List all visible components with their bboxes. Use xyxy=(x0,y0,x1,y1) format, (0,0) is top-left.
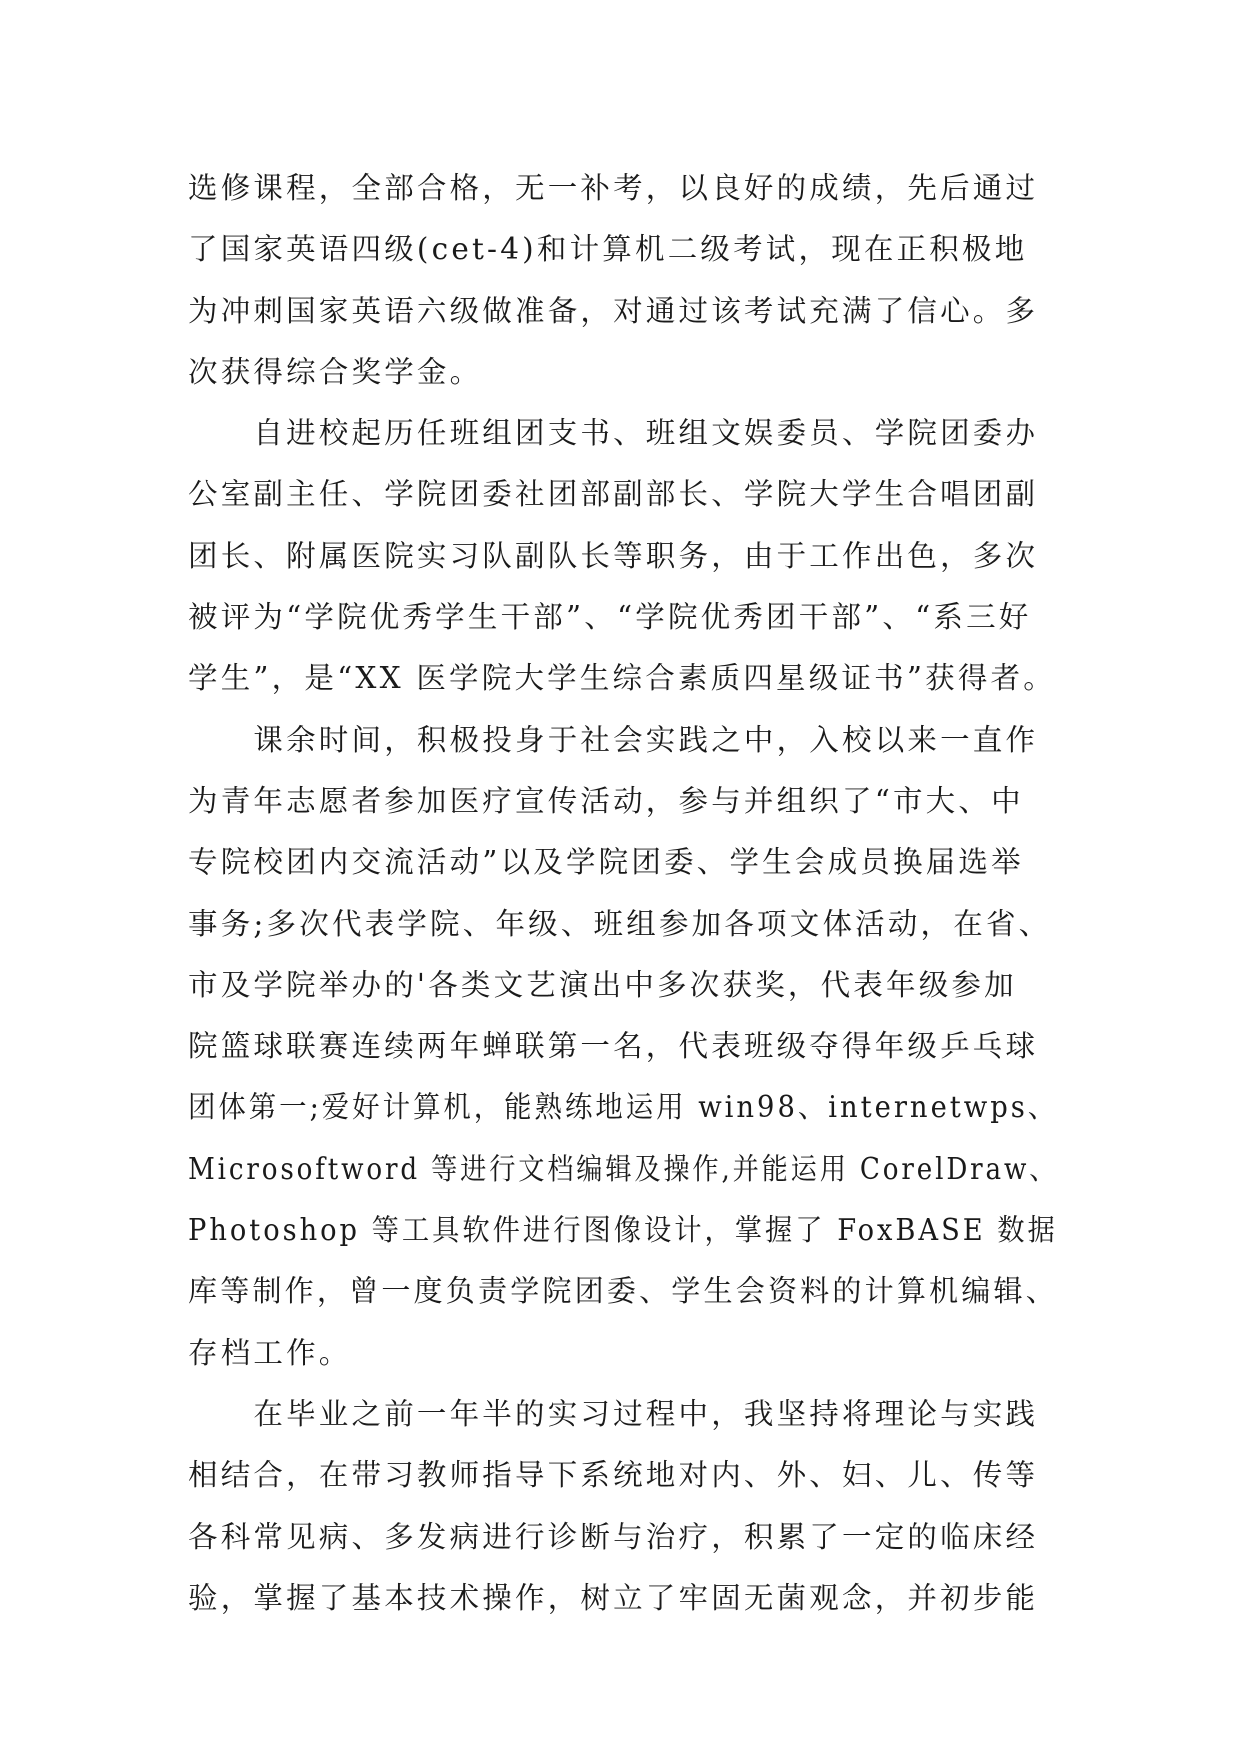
text-line: 被评为“学院优秀学生干部”、“学院优秀团干部”、“系三好 xyxy=(188,600,1032,635)
text-line: 市及学院举办的'各类文艺演出中多次获奖，代表年级参加 xyxy=(188,967,1017,1002)
text-line: 相结合，在带习教师指导下系统地对内、外、妇、儿、传等 xyxy=(188,1458,1039,1493)
text-line: 存档工作。 xyxy=(188,1335,352,1370)
text-line: 了国家英语四级(cet-4)和计算机二级考试，现在正积极地 xyxy=(188,232,1028,267)
text-line: 专院校团内交流活动”以及学院团委、学生会成员换届选举 xyxy=(188,845,1024,880)
text-line: 事务;多次代表学院、年级、班组参加各项文体活动，在省、 xyxy=(188,906,1052,941)
text-line: 团体第一;爱好计算机，能熟练地运用 win98、internetwps、 xyxy=(188,1090,1059,1125)
text-line: 次获得综合奖学金。 xyxy=(188,354,483,389)
text-line: 团长、附属医院实习队副队长等职务，由于工作出色，多次 xyxy=(188,538,1039,573)
paragraph-4 xyxy=(188,1384,1058,1629)
text-line: 库等制作，曾一度负责学院团委、学生会资料的计算机编辑、 xyxy=(188,1274,1058,1309)
text-line: 为青年志愿者参加医疗宣传活动，参与并组织了“市大、中 xyxy=(188,783,1024,818)
text-line: 院篮球联赛连续两年蝉联第一名，代表班级夺得年级乒乓球 xyxy=(188,1029,1039,1064)
document-page xyxy=(188,158,1058,1629)
paragraph-2 xyxy=(188,403,1058,709)
text-line: 自进校起历任班组团支书、班组文娱委员、学院团委办 xyxy=(188,416,1039,451)
text-line: 选修课程，全部合格，无一补考，以良好的成绩，先后通过 xyxy=(188,171,1039,205)
text-line: 课余时间，积极投身于社会实践之中，入校以来一直作 xyxy=(188,722,1039,757)
text-line: Photoshop 等工具软件进行图像设计，掌握了 FoxBASE 数据 xyxy=(188,1213,1058,1248)
paragraph-1 xyxy=(188,158,1058,403)
paragraph-3 xyxy=(188,710,1058,1384)
text-line: 在毕业之前一年半的实习过程中，我坚持将理论与实践 xyxy=(188,1396,1039,1431)
text-line: 公室副主任、学院团委社团部副部长、学院大学生合唱团副 xyxy=(188,477,1039,512)
text-line: 学生”，是“XX 医学院大学生综合素质四星级证书”获得者。 xyxy=(188,661,1056,696)
text-line: 为冲刺国家英语六级做准备，对通过该考试充满了信心。多 xyxy=(188,293,1039,328)
text-line: 各科常见病、多发病进行诊断与治疗，积累了一定的临床经 xyxy=(188,1519,1039,1554)
text-line: 验，掌握了基本技术操作，树立了牢固无菌观念，并初步能 xyxy=(188,1580,1039,1615)
text-line: Microsoftword 等进行文档编辑及操作,并能运用 CorelDraw、 xyxy=(188,1151,1059,1186)
